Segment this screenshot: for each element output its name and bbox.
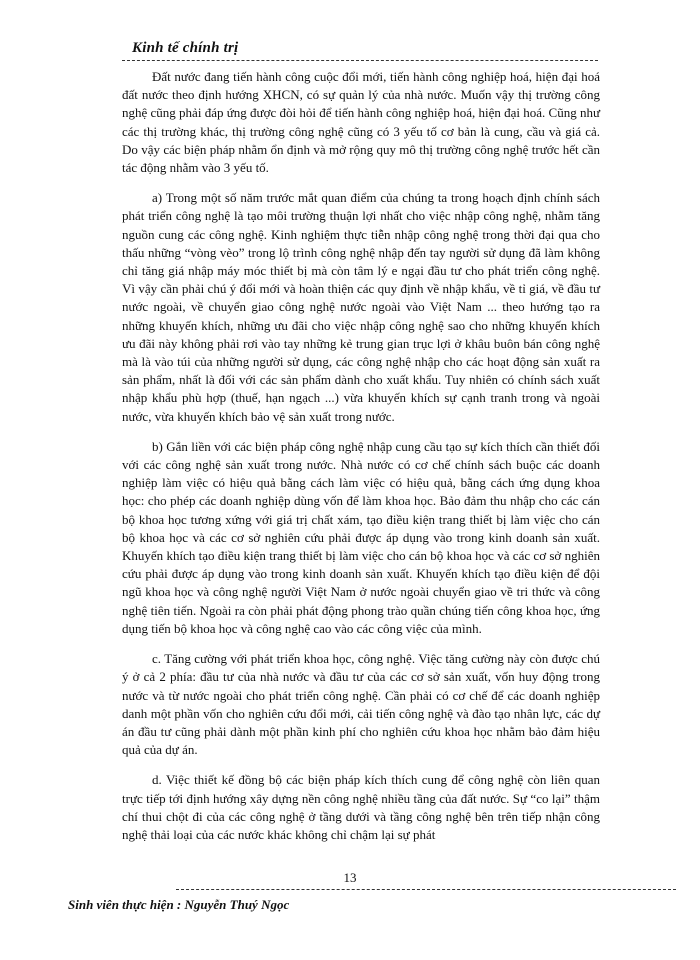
footer-divider xyxy=(176,889,676,890)
document-body xyxy=(122,68,600,856)
paragraph-intro: Đất nước đang tiến hành công cuộc đổi mới, tiến hành công nghiệp hoá, hiện đại hoá đất nước theo định hướng XHCN, có sự quản lý của nhà nước. Muốn vậy thị trường công nghệ cũng phải đáp ứng được đòi hỏi để tiến hành công nghiệp hoá, hiện đại hoá. Cũng như các thị trường khác, thị trường công nghệ cũng có 3 yếu tố cơ bản là cung, cầu và giá cả. Do vậy các biện pháp nhằm ổn định và mở rộng quy mô thị trường công nghệ trước hết cần tác động nhằm vào 3 yếu tố. xyxy=(122,69,600,176)
footer-author: Sinh viên thực hiện : Nguyễn Thuý Ngọc xyxy=(68,897,290,912)
page-number: 13 xyxy=(343,870,357,885)
paragraph-a: a) Trong một số năm trước mắt quan điểm của chúng ta trong hoạch định chính sách phát triển công nghệ là tạo môi trường thuận lợi nhất cho việc nhập công nghệ, nhằm tăng nguồn cung các công nghệ. Kinh nghiệm thực tiễn nhập công nghệ trong thời đại qua cho thấu những “vòng vèo” trong lộ trình công nghệ nhập đến tay người sử dụng đã làm không chỉ tăng giá nhập máy móc thiết bị mà còn tâm lý e ngại đầu tư cho phát triển công nghệ. Vì vậy cần phải chú ý đổi mới và hoàn thiện các quy định về nhập khẩu, về tỉ giá, về đầu tư nước ngoài, về chuyển giao công nghệ nước ngoài vào Việt Nam ... theo hướng tạo ra những khuyến khích, những ưu đãi cho việc nhập công nghệ sao cho những khuyến khích ưu đãi này không phải rơi vào tay những kẻ trung gian trục lợi ở khâu buôn bán công nghệ mà là vào túi của những người sử dụng, các công nghệ nhập cho các hoạt động sản xuất ra sản phẩm, nhất là đối với các sản phẩm dành cho xuất khẩu. Tuy nhiên có chính sách xuất nhập khẩu phù hợp (thuế, hạn ngạch ...) vừa khuyến khích sự cạnh tranh trong và ngoài nước, vừa khuyến khích bảo vệ sản xuất trong nước. xyxy=(122,190,600,424)
header-divider xyxy=(122,60,598,61)
paragraph-c: c. Tăng cường với phát triển khoa học, công nghệ. Việc tăng cường này còn được chú ý ở cả 2 phía: đầu tư của nhà nước và đầu tư của các cơ sở sản xuất, vốn huy động trong nước và từ nước ngoài cho phát triển công nghệ. Cần phải có cơ chế để các doanh nghiệp danh một phần vốn cho nghiên cứu đổi mới, cải tiến công nghệ và đào tạo nhân lực, các dự án đầu tư cũng phải dành một phần kinh phí cho nghiên cứu khoa học nhằm bảo đảm hiệu quả của dự án. xyxy=(122,651,600,758)
header-title: Kinh tế chính trị xyxy=(132,40,239,56)
paragraph-b: b) Gắn liền với các biện pháp công nghệ nhập cung cầu tạo sự kích thích cần thiết đối với các công nghệ sản xuất trong nước. Nhà nước có cơ chế chính sách buộc các doanh nghiệp làm việc có hiệu quả bằng cách làm việc có hiệu quả, bằng cách ứng dụng khoa học: cho phép các doanh nghiệp dùng vốn để làm khoa học. Bảo đảm thu nhập cho các cán bộ khoa học tương xứng với giá trị chất xám, tạo điều kiện trang thiết bị làm việc cho cán bộ khoa học và các cơ sở nghiên cứu phải được áp dụng vào trong kinh doanh sản xuất. Khuyến khích tạo điều kiện trang thiết bị làm việc cho cán bộ khoa học và các cơ sở nghiên cứu phải được áp dụng vào trong kinh doanh sản xuất. Khuyến khích tạo điều kiện để đội ngũ khoa học và công nghệ người Việt Nam ở nước ngoài chuyển giao về tri thức và công nghệ tiên tiến. Ngoài ra còn phải phát động phong trào quần chúng tiến công khoa học, ứng dụng tiến bộ khoa học và công nghệ cao vào các công việc của mình. xyxy=(122,438,600,636)
paragraph-d: d. Việc thiết kế đồng bộ các biện pháp kích thích cung để công nghệ còn liên quan trực tiếp tới định hướng xây dựng nền công nghệ nhiều tầng của đất nước. Sự “co lại” thậm chí thui chột đi của các công nghệ ở tầng dưới và tầng công nghệ bên trên tiếp nhận công nghệ thải loại của các nước khác không chỉ chậm lại sự phát xyxy=(122,772,600,842)
